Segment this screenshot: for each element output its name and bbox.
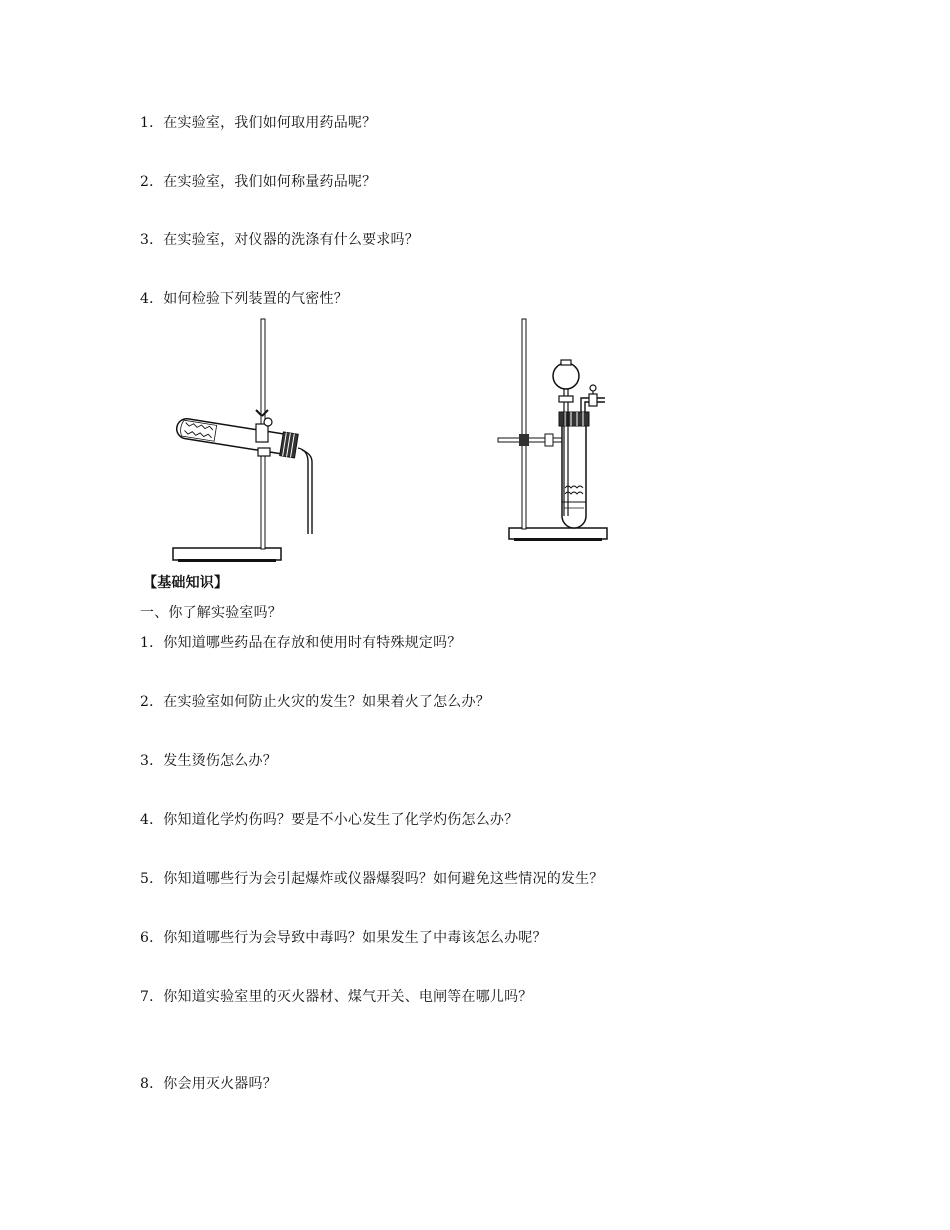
intro-question-3: 3．在实验室，对仪器的洗涤有什么要求吗？: [140, 232, 419, 248]
knowledge-question-4: 4．你知道化学灼伤吗？要是不小心发生了化学灼伤怎么办？: [140, 812, 519, 828]
knowledge-question-1: 1．你知道哪些药品在存放和使用时有特殊规定吗？: [140, 635, 462, 651]
intro-question-4: 4．如何检验下列装置的气密性？: [140, 291, 348, 307]
heated-test-tube-apparatus-figure: [170, 316, 320, 566]
section-heading: 【基础知识】: [143, 575, 229, 591]
intro-question-2: 2．在实验室，我们如何称量药品呢？: [140, 174, 377, 190]
subsection-heading: 一、你了解实验室吗？: [140, 605, 282, 621]
knowledge-question-3: 3．发生烫伤怎么办？: [140, 753, 277, 769]
knowledge-question-7: 7．你知道实验室里的灭火器材、煤气开关、电闸等在哪儿吗？: [140, 989, 533, 1005]
knowledge-question-6: 6．你知道哪些行为会导致中毒吗？如果发生了中毒该怎么办呢？: [140, 930, 547, 946]
funnel-test-tube-apparatus-figure: [495, 316, 615, 546]
intro-question-1: 1．在实验室，我们如何取用药品呢？: [140, 115, 377, 131]
knowledge-question-5: 5．你知道哪些行为会引起爆炸或仪器爆裂吗？如何避免这些情况的发生？: [140, 871, 604, 887]
knowledge-question-8: 8．你会用灭火器吗？: [140, 1076, 277, 1092]
knowledge-question-2: 2．在实验室如何防止火灾的发生？如果着火了怎么办？: [140, 694, 490, 710]
